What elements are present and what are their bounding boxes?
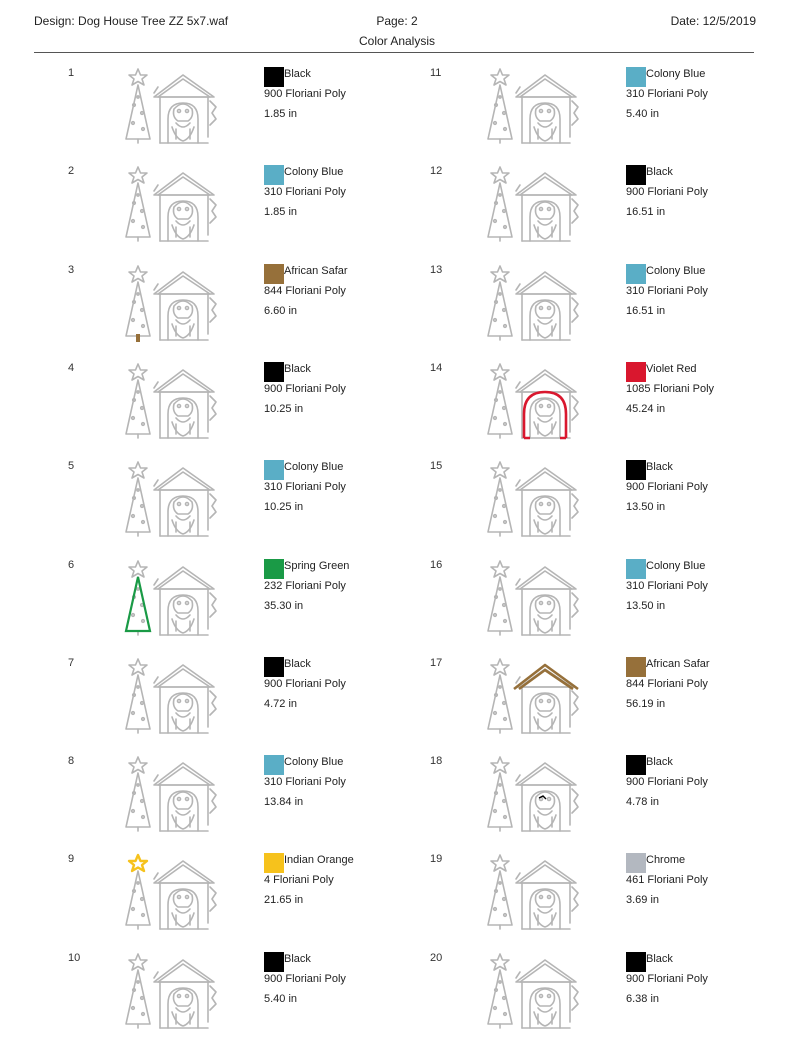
step-number: 5 [68, 460, 75, 473]
step-number: 7 [68, 656, 75, 669]
thread-color-name: Colony Blue [284, 461, 344, 474]
thread-length: 6.38 in [626, 992, 660, 1005]
thread-color-swatch [264, 362, 284, 382]
design-thumbnail [124, 952, 228, 1032]
thread-color-name: Black [284, 657, 311, 670]
thread-length: 13.50 in [626, 599, 666, 612]
color-step [68, 264, 428, 354]
thread-code: 310 Floriani Poly [264, 186, 346, 199]
thread-color-swatch [264, 755, 284, 775]
step-number: 2 [68, 165, 75, 178]
thumbnail-highlight [129, 855, 147, 871]
thread-code: 310 Floriani Poly [626, 284, 708, 297]
design-thumbnail [124, 657, 228, 737]
thread-color-swatch [264, 853, 284, 873]
color-step [430, 657, 790, 747]
report-header [0, 0, 794, 56]
color-step [430, 362, 790, 452]
thread-color-swatch [626, 460, 646, 480]
thread-color-swatch [264, 952, 284, 972]
thread-code: 310 Floriani Poly [264, 481, 346, 494]
thread-color-name: Black [646, 952, 673, 965]
thread-color-swatch [626, 362, 646, 382]
thread-code: 461 Floriani Poly [626, 874, 708, 887]
design-filename: Design: Dog House Tree ZZ 5x7.waf [34, 14, 229, 28]
thread-length: 6.60 in [264, 304, 298, 317]
thread-length: 1.85 in [264, 108, 298, 120]
thread-code: 900 Floriani Poly [626, 776, 708, 789]
thread-color-name: African Safar [646, 657, 710, 670]
thread-code: 4 Floriani Poly [264, 874, 334, 887]
step-number: 10 [68, 951, 81, 964]
design-thumbnail [486, 559, 590, 639]
thread-color-swatch [264, 559, 284, 579]
thread-length: 45.24 in [626, 402, 666, 415]
color-step [430, 264, 790, 354]
color-step [68, 460, 428, 550]
thread-code: 232 Floriani Poly [264, 579, 346, 592]
thread-code: 900 Floriani Poly [626, 972, 708, 985]
color-step [68, 362, 428, 452]
step-number: 13 [430, 263, 443, 276]
thread-code: 900 Floriani Poly [264, 382, 346, 395]
thread-length: 13.84 in [264, 796, 304, 809]
thread-length: 5.40 in [626, 108, 660, 120]
thread-code: 900 Floriani Poly [264, 677, 346, 690]
thread-color-name: Black [284, 68, 311, 80]
color-step [68, 853, 428, 943]
thread-color-swatch [626, 853, 646, 873]
thread-color-name: Black [646, 756, 673, 769]
color-step [68, 755, 428, 845]
thread-color-name: Colony Blue [646, 559, 706, 572]
color-step [68, 952, 428, 1042]
thread-length: 10.25 in [264, 501, 304, 514]
design-thumbnail [486, 264, 590, 344]
color-step [430, 165, 790, 255]
thread-color-name: Violet Red [646, 362, 697, 375]
step-number: 4 [68, 361, 75, 374]
color-step [430, 755, 790, 845]
thread-color-swatch [626, 264, 646, 284]
thread-color-swatch [626, 67, 646, 87]
thread-color-name: Indian Orange [284, 854, 354, 867]
design-thumbnail [486, 755, 590, 835]
thread-color-name: Black [284, 952, 311, 965]
design-thumbnail [124, 362, 228, 442]
design-thumbnail [486, 67, 590, 147]
step-number: 6 [68, 558, 75, 571]
thread-length: 35.30 in [264, 599, 304, 612]
thread-color-name: African Safar [284, 264, 348, 277]
step-number: 14 [430, 361, 443, 374]
step-number: 8 [68, 755, 75, 768]
step-number: 9 [68, 853, 75, 866]
design-thumbnail [486, 165, 590, 245]
step-number: 11 [430, 67, 442, 79]
report-date: Date: 12/5/2019 [670, 14, 756, 28]
thread-color-swatch [264, 657, 284, 677]
design-thumbnail [486, 853, 590, 933]
thread-color-name: Spring Green [284, 559, 350, 572]
color-step [430, 853, 790, 943]
thread-length: 13.50 in [626, 501, 666, 514]
color-step [68, 559, 428, 649]
header-divider [34, 52, 754, 53]
step-number: 12 [430, 165, 443, 178]
design-thumbnail [124, 853, 228, 933]
thread-color-swatch [264, 460, 284, 480]
thread-code: 900 Floriani Poly [264, 972, 346, 985]
design-thumbnail [124, 559, 228, 639]
step-number: 1 [68, 67, 75, 79]
design-thumbnail [124, 460, 228, 540]
thread-code: 900 Floriani Poly [626, 481, 708, 494]
step-number: 19 [430, 853, 443, 866]
thread-color-swatch [626, 952, 646, 972]
color-step [68, 165, 428, 255]
design-thumbnail [486, 952, 590, 1032]
thread-color-swatch [626, 755, 646, 775]
thread-length: 56.19 in [626, 697, 666, 710]
thread-color-name: Chrome [646, 854, 686, 867]
thread-color-name: Black [646, 461, 673, 474]
thread-color-name: Colony Blue [646, 68, 706, 80]
thread-color-name: Colony Blue [284, 166, 344, 179]
step-number: 3 [68, 263, 75, 276]
design-thumbnail [124, 264, 228, 344]
color-step [68, 67, 428, 157]
thumbnail-highlight [126, 577, 150, 631]
thread-color-name: Colony Blue [646, 264, 706, 277]
thread-length: 21.65 in [264, 894, 304, 907]
page-number: Page: 2 [376, 14, 418, 28]
design-thumbnail [486, 460, 590, 540]
thread-color-name: Black [284, 362, 311, 375]
thread-color-swatch [264, 165, 284, 185]
thread-color-swatch [264, 67, 284, 87]
design-thumbnail [124, 755, 228, 835]
thread-length: 1.85 in [264, 206, 298, 219]
design-thumbnail [486, 657, 590, 737]
thread-length: 3.69 in [626, 894, 660, 907]
thumbnail-highlight [514, 665, 578, 689]
design-thumbnail [124, 165, 228, 245]
thread-length: 16.51 in [626, 304, 666, 317]
thread-code: 900 Floriani Poly [264, 88, 346, 100]
step-number: 17 [430, 656, 443, 669]
thread-code: 310 Floriani Poly [626, 579, 708, 592]
thread-color-name: Black [646, 166, 673, 179]
report-title: Color Analysis [358, 34, 436, 48]
thread-length: 5.40 in [264, 992, 298, 1005]
thread-code: 900 Floriani Poly [626, 186, 708, 199]
step-number: 18 [430, 755, 443, 768]
thread-color-swatch [626, 559, 646, 579]
color-step [430, 67, 790, 157]
thread-color-swatch [626, 165, 646, 185]
design-thumbnail [124, 67, 228, 147]
color-step [430, 460, 790, 550]
thread-code: 844 Floriani Poly [626, 677, 708, 690]
step-number: 20 [430, 951, 443, 964]
thread-code: 310 Floriani Poly [264, 776, 346, 789]
thumbnail-highlight [136, 334, 140, 342]
color-step [68, 657, 428, 747]
thread-color-swatch [264, 264, 284, 284]
design-thumbnail [486, 362, 590, 442]
thread-color-name: Colony Blue [284, 756, 344, 769]
step-number: 15 [430, 460, 443, 473]
thread-color-swatch [626, 657, 646, 677]
color-step [430, 952, 790, 1042]
thread-length: 4.78 in [626, 796, 660, 809]
thread-code: 844 Floriani Poly [264, 284, 346, 297]
thread-code: 1085 Floriani Poly [626, 382, 715, 395]
step-number: 16 [430, 558, 443, 571]
thread-length: 4.72 in [264, 697, 298, 710]
thread-length: 16.51 in [626, 206, 666, 219]
thread-length: 10.25 in [264, 402, 304, 415]
thread-code: 310 Floriani Poly [626, 88, 708, 100]
color-step [430, 559, 790, 649]
